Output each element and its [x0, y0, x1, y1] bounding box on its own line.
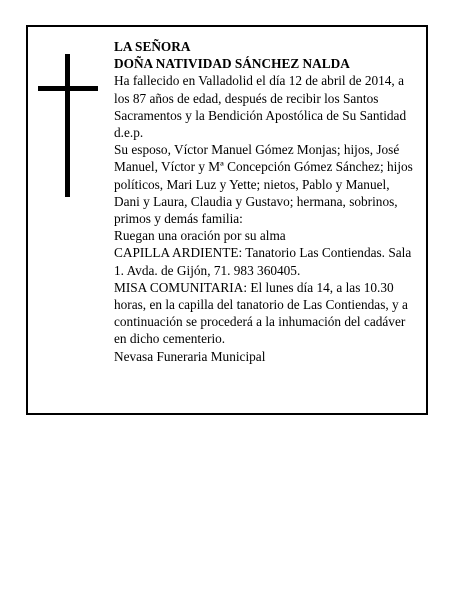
chapel-info: CAPILLA ARDIENTE: Tanatorio Las Contiendas. Sala 1. Avda. de Gijón, 71. 983 360405.	[114, 245, 412, 278]
cross-icon	[38, 54, 98, 197]
obituary-text	[114, 38, 414, 365]
death-announcement: Ha fallecido en Valladolid el día 12 de abril de 2014, a los 87 años de edad, después de recibir los Santos Sacramentos y la Bendición Apostólica de Su Santidad d.e.p.	[114, 73, 407, 141]
cross-vertical-bar	[65, 54, 70, 197]
honorific-title: LA SEÑORA	[114, 39, 191, 54]
mass-info: MISA COMUNITARIA: El lunes día 14, a las 10.30 horas, en la capilla del tanatorio de Las Contiendas, y a continuación se procederá a la inhumación del cadáver en dicho cementerio.	[114, 279, 408, 347]
funeral-home: Nevasa Funeraria Municipal	[114, 348, 266, 364]
deceased-name: DOÑA NATIVIDAD SÁNCHEZ NALDA	[114, 56, 350, 72]
prayer-request: Ruegan una oración por su alma	[114, 228, 286, 244]
cross-horizontal-bar	[38, 86, 98, 91]
family-mourners: Su esposo, Víctor Manuel Gómez Monjas; hijos, José Manuel, Víctor y Mª Concepción Gómez Sánchez; hijos políticos, Mari Luz y Yette; nietos, Pablo y Manuel, Dani y Laura, Claudia y Gustavo; hermana, sobrinos, primos y demás familia:	[114, 142, 413, 227]
